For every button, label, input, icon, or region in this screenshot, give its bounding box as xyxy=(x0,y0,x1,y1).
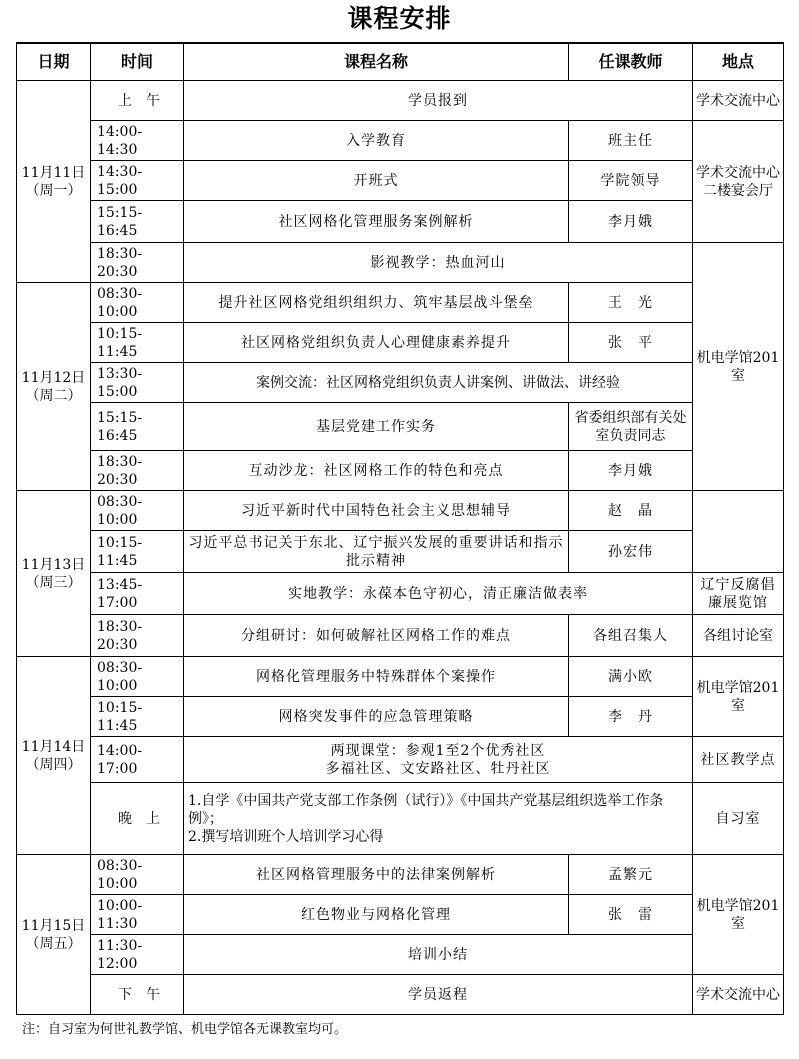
course-line-1: 1.自学《中国共产党支部工作条例（试行）》《中国共产党基层组织选举工作条例》； xyxy=(188,792,664,827)
time-cell: 13:30-15:00 xyxy=(91,363,184,403)
teacher-cell: 张 平 xyxy=(569,323,693,363)
day-date: 11月13日 xyxy=(21,556,86,573)
table-row xyxy=(17,363,784,403)
header-teacher: 任课教师 xyxy=(569,43,693,81)
course-cell xyxy=(184,783,693,855)
location-cell: 机电学馆201室 xyxy=(693,243,784,491)
time-cell: 08:30-10:00 xyxy=(91,491,184,531)
teacher-cell: 李月娥 xyxy=(569,451,693,491)
table-row xyxy=(17,657,784,697)
time-cell: 18:30-20:30 xyxy=(91,615,184,657)
location-cell: 辽宁反腐倡廉展览馆 xyxy=(693,573,784,615)
time-cell: 13:45-17:00 xyxy=(91,573,184,615)
course-cell: 影视教学：热血河山 xyxy=(184,243,693,283)
table-row xyxy=(17,161,784,201)
course-cell: 习近平总书记关于东北、辽宁振兴发展的重要讲话和指示批示精神 xyxy=(184,531,569,573)
location-cell xyxy=(693,491,784,573)
course-cell: 培训小结 xyxy=(184,935,693,975)
header-course: 课程名称 xyxy=(184,43,569,81)
table-row xyxy=(17,323,784,363)
day-date: 11月15日 xyxy=(21,917,86,934)
location-cell: 社区教学点 xyxy=(693,737,784,783)
teacher-cell: 赵 晶 xyxy=(569,491,693,531)
time-cell: 11:30-12:00 xyxy=(91,935,184,975)
time-cell: 14:00-14:30 xyxy=(91,121,184,161)
time-cell: 08:30-10:00 xyxy=(91,657,184,697)
time-cell: 10:15-11:45 xyxy=(91,697,184,737)
table-row xyxy=(17,737,784,783)
course-cell: 提升社区网格党组织组织力、筑牢基层战斗堡垒 xyxy=(184,283,569,323)
table-row xyxy=(17,975,784,1015)
day-date: 11月14日 xyxy=(21,738,86,755)
table-row xyxy=(17,81,784,121)
teacher-cell: 王 光 xyxy=(569,283,693,323)
time-cell: 18:30-20:30 xyxy=(91,451,184,491)
time-cell: 上 午 xyxy=(91,81,184,121)
course-line-2: 2.撰写培训班个人培训学习心得 xyxy=(188,828,384,845)
course-cell: 互动沙龙：社区网格工作的特色和亮点 xyxy=(184,451,569,491)
course-cell: 社区网格管理服务中的法律案例解析 xyxy=(184,855,569,895)
course-cell xyxy=(184,737,693,783)
day-cell xyxy=(17,491,91,657)
teacher-cell: 满小欧 xyxy=(569,657,693,697)
course-line-2: 多福社区、文安路社区、牡丹社区 xyxy=(325,760,551,777)
day-cell xyxy=(17,657,91,855)
teacher-cell: 李月娥 xyxy=(569,201,693,243)
time-cell: 08:30-10:00 xyxy=(91,283,184,323)
location-cell: 自习室 xyxy=(693,783,784,855)
time-cell: 晚 上 xyxy=(91,783,184,855)
teacher-cell: 学院领导 xyxy=(569,161,693,201)
teacher-cell: 各组召集人 xyxy=(569,615,693,657)
table-row xyxy=(17,935,784,975)
course-line-1: 两现课堂：参观1至2个优秀社区 xyxy=(330,742,546,759)
table-row xyxy=(17,573,784,615)
course-cell: 开班式 xyxy=(184,161,569,201)
course-cell: 习近平新时代中国特色社会主义思想辅导 xyxy=(184,491,569,531)
course-cell: 案例交流：社区网格党组织负责人讲案例、讲做法、讲经验 xyxy=(184,363,693,403)
day-date: 11月11日 xyxy=(21,164,86,181)
day-weekday: （周一） xyxy=(25,182,82,199)
time-cell: 14:00-17:00 xyxy=(91,737,184,783)
time-cell: 10:15-11:45 xyxy=(91,531,184,573)
day-cell xyxy=(17,855,91,1015)
time-cell: 08:30-10:00 xyxy=(91,855,184,895)
schedule-table xyxy=(16,42,784,1015)
day-weekday: （周三） xyxy=(25,574,82,591)
page-title: 课程安排 xyxy=(347,4,452,33)
table-row xyxy=(17,491,784,531)
location-cell: 学术交流中心二楼宴会厅 xyxy=(693,121,784,243)
table-row xyxy=(17,531,784,573)
footnote: 注：自习室为何世礼教学馆、机电学馆各无课教室均可。 xyxy=(22,1022,348,1037)
location-cell: 学术交流中心 xyxy=(693,81,784,121)
location-cell: 机电学馆201室 xyxy=(693,855,784,975)
location-cell: 机电学馆201室 xyxy=(693,657,784,737)
course-cell: 入学教育 xyxy=(184,121,569,161)
location-cell: 学术交流中心 xyxy=(693,975,784,1015)
header-location: 地点 xyxy=(693,43,784,81)
header-date: 日期 xyxy=(17,43,91,81)
table-row xyxy=(17,697,784,737)
table-row xyxy=(17,895,784,935)
teacher-cell: 班主任 xyxy=(569,121,693,161)
course-cell: 网格突发事件的应急管理策略 xyxy=(184,697,569,737)
time-cell: 18:30-20:30 xyxy=(91,243,184,283)
course-cell: 分组研讨：如何破解社区网格工作的难点 xyxy=(184,615,569,657)
course-cell: 实地教学：永葆本色守初心，清正廉洁做表率 xyxy=(184,573,693,615)
day-date: 11月12日 xyxy=(21,369,86,386)
time-cell: 15:15-16:45 xyxy=(91,201,184,243)
location-cell: 各组讨论室 xyxy=(693,615,784,657)
teacher-cell: 李 丹 xyxy=(569,697,693,737)
teacher-cell: 张 雷 xyxy=(569,895,693,935)
day-weekday: （周二） xyxy=(25,387,82,404)
course-cell: 社区网格化管理服务案例解析 xyxy=(184,201,569,243)
course-cell: 网格化管理服务中特殊群体个案操作 xyxy=(184,657,569,697)
course-cell: 社区网格党组织负责人心理健康素养提升 xyxy=(184,323,569,363)
header-row xyxy=(17,43,784,81)
time-cell: 10:00-11:30 xyxy=(91,895,184,935)
day-weekday: （周五） xyxy=(25,935,82,952)
course-cell: 学员返程 xyxy=(184,975,693,1015)
time-cell: 14:30-15:00 xyxy=(91,161,184,201)
course-cell: 基层党建工作实务 xyxy=(184,403,569,451)
table-row xyxy=(17,783,784,855)
time-cell: 10:15-11:45 xyxy=(91,323,184,363)
table-row xyxy=(17,615,784,657)
teacher-cell: 孟繁元 xyxy=(569,855,693,895)
time-cell: 15:15-16:45 xyxy=(91,403,184,451)
teacher-cell: 省委组织部有关处室负责同志 xyxy=(569,403,693,451)
table-row xyxy=(17,855,784,895)
table-row xyxy=(17,243,784,283)
day-cell xyxy=(17,81,91,283)
table-row xyxy=(17,283,784,323)
table-row xyxy=(17,121,784,161)
day-cell xyxy=(17,283,91,491)
day-weekday: （周四） xyxy=(25,756,82,773)
course-cell: 学员报到 xyxy=(184,81,693,121)
course-cell: 红色物业与网格化管理 xyxy=(184,895,569,935)
teacher-cell: 孙宏伟 xyxy=(569,531,693,573)
time-cell: 下 午 xyxy=(91,975,184,1015)
table-row xyxy=(17,201,784,243)
table-row xyxy=(17,451,784,491)
header-time: 时间 xyxy=(91,43,184,81)
table-row xyxy=(17,403,784,451)
